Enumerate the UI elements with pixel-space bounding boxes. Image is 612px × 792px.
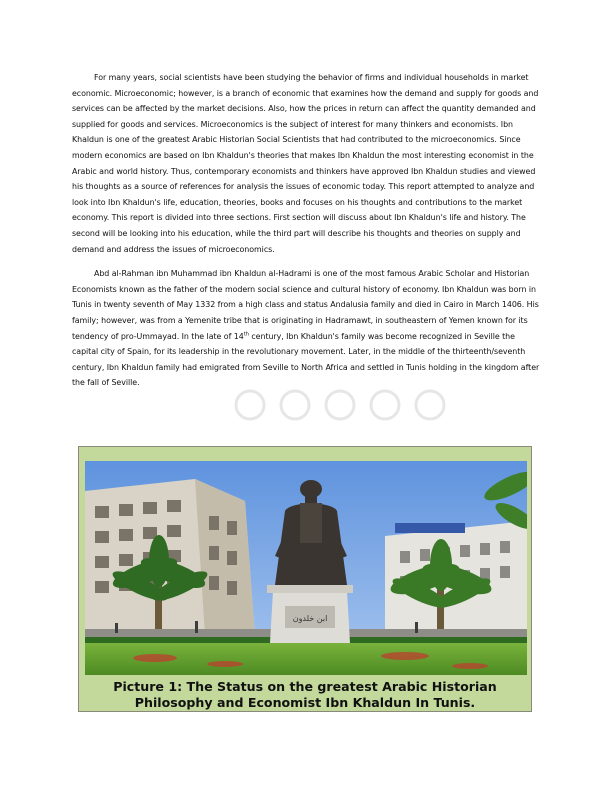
- statue-photo: [85, 461, 527, 675]
- plaque-text: ابن خلدون: [292, 614, 328, 623]
- body-text: [72, 70, 540, 400]
- statue-pedestal: [267, 585, 353, 643]
- figure-caption-line-2: Philosophy and Economist Ibn Khaldun In Tunis.: [134, 695, 476, 710]
- figure-picture-1: [78, 446, 532, 712]
- paragraph-biography: [72, 266, 540, 391]
- paragraph-intro: For many years, social scientists have been studying the behavior of firms and individual households in market economic. Microeconomic; however, is a branch of economic that examines how the demand and supply for goods and services can be affected by the market decisions. Also, how the prices in return can affect the quantity demanded and supplied for goods and services. Microeconomics is the subject of interest for many thinkers and economists. Ibn Khaldun is one of the greatest Arabic Historian Social Scientists that had contributed to the microeconomics. Since modern economics are based on Ibn Khaldun's theories that makes Ibn Khaldun the most interesting economist in the Arabic and world history. Thus, contemporary economists and thinkers have approved Ibn Khaldun studies and viewed his thoughts as a source of references for analysis the issues of economic today. This report attempted to analyze and look into Ibn Khaldun's life, education, theories, books and focuses on his thoughts and contributions to the market economy. This report is divided into three sections. First section will discuss about Ibn Khaldun's life and history. The second will be looking into his education, while the third part will describe his thoughts and theories on supply and demand and address the issues of microeconomics.: [72, 73, 539, 254]
- figure-caption-line-1: Picture 1: The Status on the greatest Arabic Historian: [113, 679, 497, 694]
- statue-photo-drawing: [85, 461, 527, 675]
- ordinal-superscript: th: [243, 330, 249, 337]
- figure-caption: [79, 679, 531, 711]
- paragraph-biography-part1: Abd al-Rahman ibn Muhammad ibn Khaldun al-Hadrami is one of the most famous Arabic Scholar and Historian Economists known as the father of the modern social science and cultural history of economy. Ibn Khaldun was born in Tunis in twenty seventh of May 1332 from a high class and status Andalusia family and died in Cairo in March 1406. His family; however, was from a Yemenite tribe that is originating in Hadramawt, in southeastern of Yemen known for its tendency of pro-Ummayad. In the late of 14: [72, 269, 539, 341]
- paragraph-biography-part2: century, Ibn Khaldun's family was become recognized in Seville the capital city of Spain, for its leadership in the revolutionary movement. Later, in the middle of the thirteenth/seventh century, Ibn Khaldun family had emigrated from Seville to North Africa and settled in Tunis holding in the kingdom after the fall of Seville.: [72, 331, 540, 388]
